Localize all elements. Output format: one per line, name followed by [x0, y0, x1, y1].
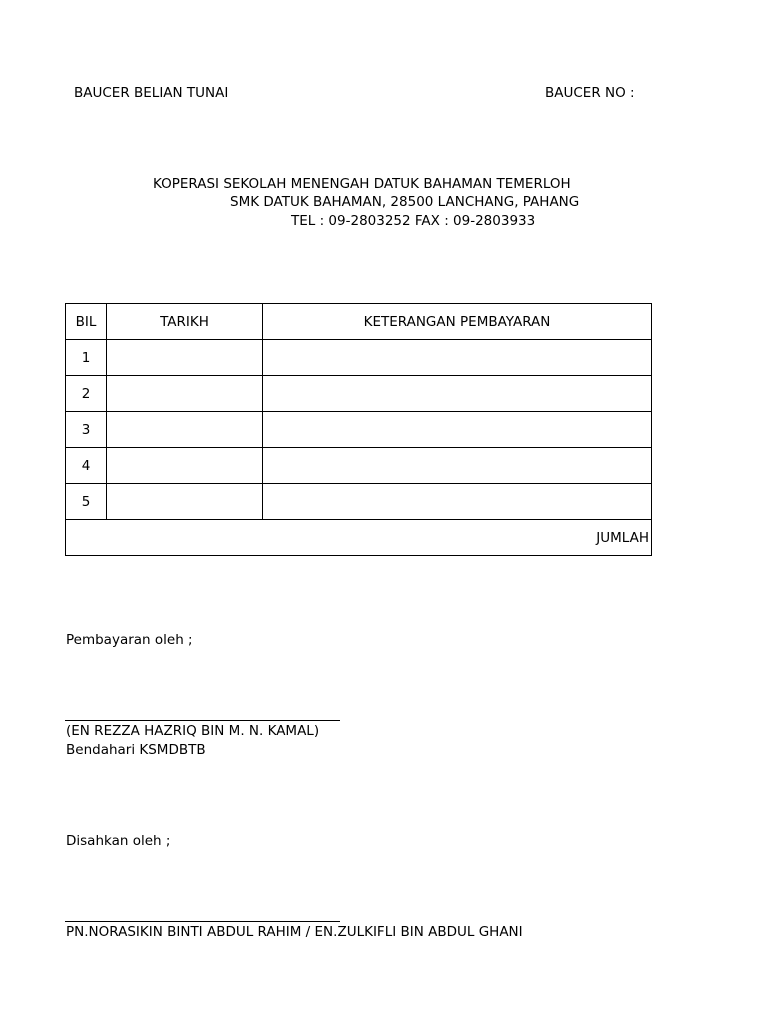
verifier-signature-line [65, 921, 340, 922]
row-bil: 4 [66, 448, 107, 484]
row-bil: 2 [66, 376, 107, 412]
treasurer-name: (EN REZZA HAZRIQ BIN M. N. KAMAL) [66, 723, 320, 739]
verified-by-label: Disahkan oleh ; [66, 833, 171, 849]
row-keterangan-cell[interactable] [263, 376, 652, 412]
table-row [66, 412, 652, 448]
row-keterangan-cell[interactable] [263, 484, 652, 520]
row-tarikh-cell[interactable] [107, 448, 263, 484]
voucher-no-label: BAUCER NO : [545, 85, 635, 101]
verifier-names: PN.NORASIKIN BINTI ABDUL RAHIM / EN.ZULKIFLI BIN ABDUL GHANI [66, 924, 523, 940]
table-row [66, 448, 652, 484]
row-tarikh-cell[interactable] [107, 376, 263, 412]
column-header-tarikh: TARIKH [107, 304, 263, 340]
table-row [66, 340, 652, 376]
table-header-row [66, 304, 652, 340]
row-tarikh-cell[interactable] [107, 484, 263, 520]
table-row [66, 376, 652, 412]
total-label: JUMLAH [66, 520, 652, 556]
organization-contact: TEL : 09-2803252 FAX : 09-2803933 [291, 213, 536, 229]
treasurer-signature-line [65, 720, 340, 721]
total-row [66, 520, 652, 556]
paid-by-label: Pembayaran oleh ; [66, 632, 193, 648]
column-header-bil: BIL [66, 304, 107, 340]
organization-address: SMK DATUK BAHAMAN, 28500 LANCHANG, PAHANG [230, 194, 580, 210]
organization-name: KOPERASI SEKOLAH MENENGAH DATUK BAHAMAN TEMERLOH [153, 176, 571, 192]
row-bil: 3 [66, 412, 107, 448]
row-keterangan-cell[interactable] [263, 412, 652, 448]
voucher-title: BAUCER BELIAN TUNAI [74, 85, 229, 101]
table-row [66, 484, 652, 520]
row-bil: 1 [66, 340, 107, 376]
treasurer-role: Bendahari KSMDBTB [66, 742, 206, 758]
row-bil: 5 [66, 484, 107, 520]
row-tarikh-cell[interactable] [107, 412, 263, 448]
row-keterangan-cell[interactable] [263, 340, 652, 376]
row-keterangan-cell[interactable] [263, 448, 652, 484]
payment-table [65, 303, 652, 556]
column-header-keterangan: KETERANGAN PEMBAYARAN [263, 304, 652, 340]
row-tarikh-cell[interactable] [107, 340, 263, 376]
